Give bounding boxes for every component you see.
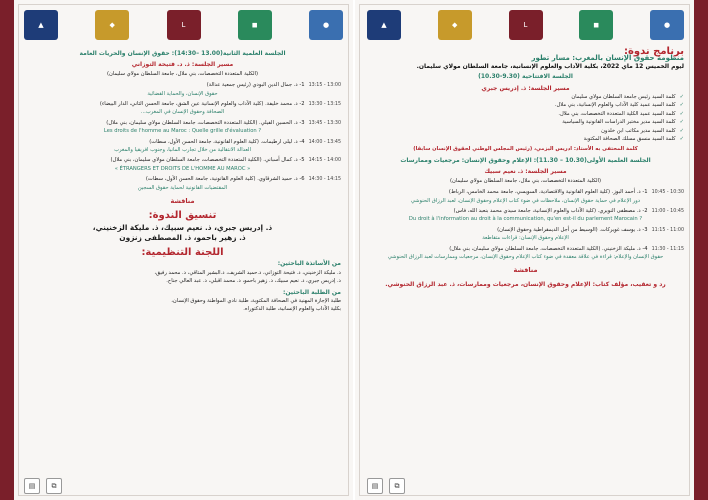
opening-chair: مسير الجلسة: ذ. إدريس جبري (481, 84, 570, 92)
left-logo-row (24, 8, 343, 42)
leep-logo: L (167, 10, 201, 40)
copy-icon[interactable]: ⧉ (46, 478, 62, 494)
profs-line: ذ. إدريس جبري، ذ. نعيم سبيك، ذ. زهير باحمو، ذ. محمد اقبلي، ذ. عبد العالي جناح. (166, 278, 341, 285)
speaker: 1- ذ. جمال الدين البودي (رئيس جمعية عدالة) (206, 82, 305, 89)
profs-label: من الأساتذة الباحثين: (277, 260, 341, 268)
time-slot: 11:00 - 10:45 (651, 208, 684, 214)
club-logo: ● (309, 10, 343, 40)
speaker: 1- ذ. أحمد البوز. (كلية العلوم القانونية والاقتصادية، السويسي، جامعة محمد الخامس، الرباط) (448, 189, 648, 196)
program-meta: ليوم الخميس 12 ماي 2022، بكلية الآداب والعلوم الإنسانية، جامعة السلطان مولاي سليمان. (416, 62, 684, 70)
opening-item (367, 102, 684, 109)
right-decorative-band (694, 0, 708, 500)
university-logo: ▲ (367, 10, 401, 40)
opening-item (367, 94, 684, 101)
document-icon[interactable]: ▤ (367, 478, 383, 494)
opening-item-text: كلمة السيد منسق مسلك الصحافة المكتوبة (583, 136, 676, 143)
coordination-title: تنسيق الندوة: (148, 209, 217, 221)
right-content (367, 48, 684, 290)
time-slot: 10:45 - 10:30 (651, 190, 684, 196)
talk-theme: حقوق الإنسان والإعلام: قراءة في علاقة معقدة في ضوء كتاب الإعلام وحقوق الإنسان، مرجعيات وممارسات لعبد الرزاق الحنوشي (387, 253, 664, 260)
speaker: 3- ذ. الحسين الفيلي. (الكلية المتعددة التخصصات، جامعة السلطان مولاي سليمان، بني ملال) (106, 119, 305, 126)
session2-title: الجلسة العلمية الثانية(13.00 –14:30): حقوق الإنسان والحريات العامة (79, 50, 286, 57)
faculty-logo: ◆ (438, 10, 472, 40)
talk-theme: العدالة الانتقالية من خلال تجارب المانيا، وجنوب افريقيا والمغرب (114, 147, 251, 154)
time-slot: 13:45 - 13:30 (308, 120, 341, 126)
right-logo-row (367, 8, 684, 42)
program-item (24, 176, 341, 183)
club-logo: ● (650, 10, 684, 40)
coordination-names (24, 223, 341, 243)
program-subtitle: منظومة حقوق الإنسان بالمغرب: مسار تطور (531, 54, 684, 63)
opening-item-text: كلمة السيد مدير مختبر الدراسات القانونية والسياسية (562, 119, 676, 126)
faculty-logo: ◆ (95, 10, 129, 40)
left-content (24, 48, 341, 315)
opening-item-text: كلمة السيد رئيس جامعة السلطان مولاي سليمان (571, 94, 676, 101)
program-item (24, 82, 341, 89)
coordination-names-line: ذ. إدريس جبري، ذ. نعيم سبيك، ذ. مليكة الزخنيني، (92, 222, 273, 232)
session1-chair-affiliation: (الكلية المتعددة التخصصات، بني ملال، جامعة السلطان مولاي سليمان) (449, 177, 602, 184)
time-slot: 11:30 - 11:15 (651, 246, 684, 252)
talk-theme: الإعلام وحقوق الإنسان: قراءات متقاطعة (482, 235, 569, 242)
talk-theme: دور الإعلام في حماية حقوق الإنسان، ملاحظات في ضوء كتاب الإعلام وحقوق الإنسان، لعبد الرزاق الحنوشي (410, 197, 641, 204)
lab-logo: ◼ (579, 10, 613, 40)
university-logo: ▲ (24, 10, 58, 40)
students-line: بكلية الآداب والعلوم الإنسانية، طلبة الدكتوراه. (243, 306, 341, 313)
program-item (367, 208, 684, 215)
speaker: 4- ذ. مليكة الزخنيني. (الكلية المتعددة التخصصات، جامعة السلطان مولاي سليمان، بني ملال) (449, 245, 648, 252)
left-decorative-band (0, 0, 14, 500)
time-slot: 14:00 - 13:45 (308, 139, 341, 145)
copy-icon[interactable]: ⧉ (389, 478, 405, 494)
opening-item-text: كلمة السيد عميد الكلية المتعددة التخصصات، بني ملال. (558, 110, 676, 117)
time-slot: 11:15 - 11:00 (651, 227, 684, 233)
speaker: 5- ذ. كمال أسباني. (الكلية المتعددة التخصصات، جامعة السلطان مولاي سليمان، بني ملال) (110, 157, 305, 164)
session1-title: الجلسة العلمية الأولى(10.30 – 11.30): الإعلام وحقوق الإنسان: مرجعيات وممارسات (400, 156, 651, 164)
students-label: من الطلبة الباحثين: (282, 288, 341, 296)
program-title: برنامج ندوة: (623, 46, 684, 57)
coordination-names-line: ذ. زهير باحمو، ذ. المصطفى زنزون (119, 232, 246, 242)
opening-item (367, 136, 684, 143)
opening-item (367, 128, 684, 135)
time-slot: 13:30 - 13:15 (308, 102, 341, 108)
check-icon: ✓ (679, 102, 684, 109)
talk-theme: حقوق الإنسان، والحماية القضائية (147, 90, 218, 97)
talk-theme: الصحافة وحقوق الإنسان في المغرب... (140, 109, 225, 116)
program-item (24, 120, 341, 127)
leep-logo: L (509, 10, 543, 40)
students-line: طلبة الإجازة المهنية في الصحافة المكتوبة، طلبة نادي المواطنة وحقوق الإنسان، (171, 297, 341, 304)
session2-chair: مسير الجلسة: ذ. د. فتيحة التوزاني (131, 61, 234, 69)
speaker: 6- ذ. حميد الشرقاوي. (كلية العلوم القانونية، جامعة الحسن الأول، سطات) (145, 176, 305, 183)
opening-item-text: كلمة السيد عميد كلية الآداب والعلوم الإنسانية، بني ملال. (554, 102, 676, 109)
speaker: 2- ذ. مصطفى النويري. (كلية الآداب والعلوم الإنسانية، جامعة سيدي محمد بنعبد الله، فاس) (453, 207, 648, 214)
talk-theme: Les droits de l'homme au Maroc : Quelle grille d'évaluation ? (103, 128, 262, 135)
talk-theme: « ÉTRANGERS ET DROITS DE L'HOMME AU MAROC » (114, 165, 251, 172)
document-icon[interactable]: ▤ (24, 478, 40, 494)
guest-speech: كلمة المحتفى به الأستاذ: ادريس اليزمي، (رئيس المجلس الوطني لحقوق الإنسان سابقا) (413, 146, 638, 153)
program-item (367, 246, 684, 253)
program-item (367, 189, 684, 196)
time-slot: 14:30 - 14:15 (308, 177, 341, 183)
right-bottom-icons (367, 478, 405, 494)
right-sheet (355, 0, 708, 500)
session1-chair: مسير الجلسة: ذ. نعيم سبيك (484, 168, 567, 176)
check-icon: ✓ (679, 136, 684, 143)
opening-title: الجلسة الافتتاحية (9.30-10.30) (478, 73, 573, 81)
program-item (367, 227, 684, 234)
program-item (24, 139, 341, 146)
talk-theme: المقتضيات القانونية لحماية حقوق السجين (137, 184, 228, 191)
opening-item (367, 111, 684, 118)
session1-discussion: مناقشة (513, 266, 538, 275)
check-icon: ✓ (679, 127, 684, 134)
session2-chair-affiliation: (الكلية المتعددة التخصصات، بني ملال، جامعة السلطان مولاي سليمان) (106, 70, 259, 77)
closing-remarks: رد و تعقيب، مؤلف كتاب: الإعلام وحقوق الإنسان، مرجعيات وممارسات، ذ. عبد الرزاق الحنوشي. (385, 280, 666, 288)
speaker: 2- ذ. محمد خليفة. (كلية الآداب والعلوم الإنسانية عين الشق، جامعة الحسن الثاني، الدار البيضاء) (99, 101, 305, 108)
time-slot: 14:15 - 14:00 (308, 158, 341, 164)
speaker: 4- ذ. ليلى ارطيمات. (كلية العلوم القانونية، جامعة الحسن الأول، سطات) (149, 138, 305, 145)
opening-item (367, 119, 684, 126)
organizing-title: اللجنة التنظيمية: (141, 246, 224, 258)
time-slot: 13:15 - 13:00 (308, 83, 341, 89)
left-sheet (0, 0, 353, 500)
program-item (24, 157, 341, 164)
profs-line: ذ. مليكة الزخنيني، ذ. فتيحة التوزاني، ذ.حميد الشريف، ذ.البشير المتاقي، ذ. محمد رفيق، (154, 269, 341, 276)
talk-theme: Du droit à l'information au droit à la communication, qu'en est-il du parlement Marocain ? (408, 216, 643, 223)
lab-logo: ◼ (238, 10, 272, 40)
check-icon: ✓ (679, 94, 684, 101)
opening-item-text: كلمة السيد مدير مكاتب ابن خلدون (601, 127, 676, 134)
speaker: 3- ذ. يوسف غويركات. (الوسيط من أجل الديمقراطية وحقوق الإنسان) (497, 226, 648, 233)
check-icon: ✓ (679, 119, 684, 126)
left-bottom-icons (24, 478, 62, 494)
program-item (24, 101, 341, 108)
check-icon: ✓ (679, 110, 684, 117)
session2-discussion: مناقشة (170, 197, 195, 206)
